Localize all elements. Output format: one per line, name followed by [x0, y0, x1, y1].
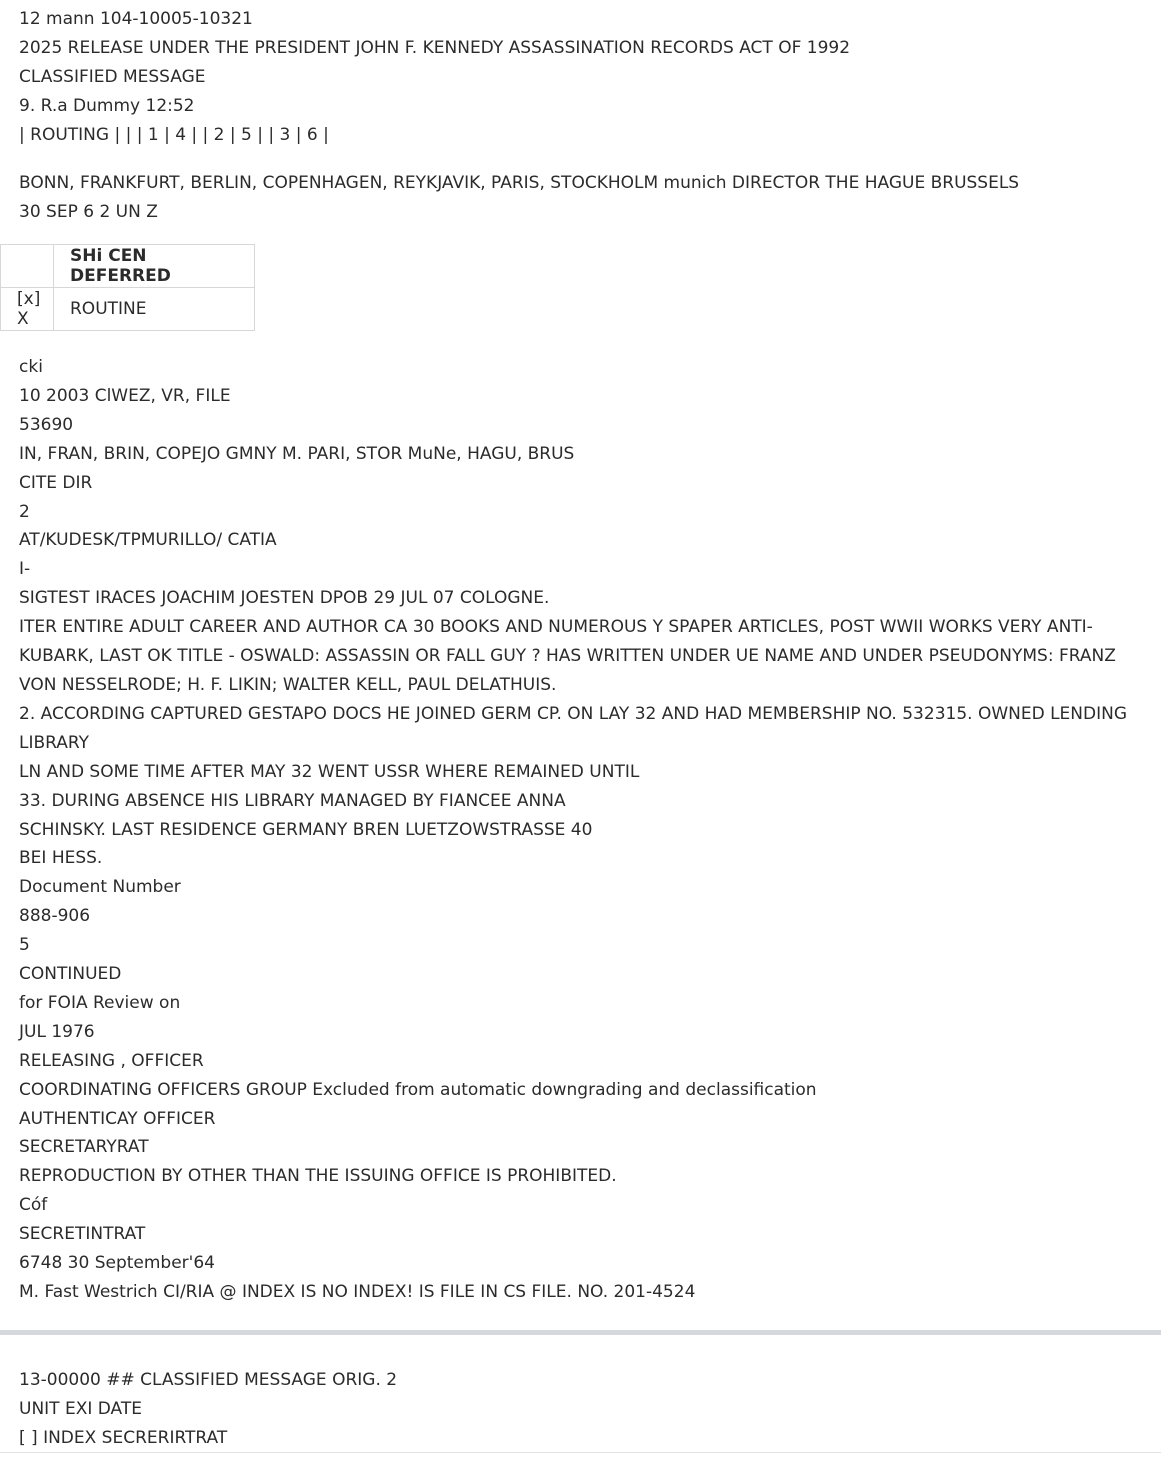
precedence-checkbox-cell: [x] X	[1, 288, 54, 331]
message-body	[0, 353, 1161, 1307]
body-line: Cóf	[19, 1195, 48, 1216]
body-line: IN, FRAN, BRIN, COPEJO GMNY M. PARI, STOR MuNe, HAGU, BRUS	[19, 443, 575, 464]
body-line: RELEASING , OFFICER	[19, 1050, 204, 1071]
distribution-block	[0, 169, 1161, 227]
body-line: SECRETARYRAT	[19, 1137, 149, 1158]
precedence-header-cell-2: SHi CEN DEFERRED	[54, 245, 255, 288]
second-page-header	[0, 1366, 1161, 1453]
body-line: 10 2003 ClWEZ, VR, FILE	[19, 385, 231, 406]
precedence-header-row	[1, 245, 255, 288]
body-line: 53690	[19, 414, 74, 435]
body-line: AUTHENTICAY OFFICER	[19, 1108, 216, 1129]
body-line: SECRETINTRAT	[19, 1224, 146, 1245]
distribution-cities: BONN, FRANKFURT, BERLIN, COPENHAGEN, REYKJAVIK, PARIS, STOCKHOLM munich DIRECTOR THE HAGUE BRUSSELS	[19, 173, 1020, 193]
precedence-value-cell: ROUTINE	[54, 288, 255, 331]
release-notice: 2025 RELEASE UNDER THE PRESIDENT JOHN F. KENNEDY ASSASSINATION RECORDS ACT OF 1992	[19, 37, 851, 58]
body-line: 888-906	[19, 906, 91, 927]
classification-title: CLASSIFIED MESSAGE	[19, 66, 206, 87]
body-line: 5	[19, 935, 30, 956]
body-line: 2	[19, 501, 30, 522]
body-line: CITE DIR	[19, 472, 93, 493]
body-line: 33. DURING ABSENCE HIS LIBRARY MANAGED BY FIANCEE ANNA	[19, 790, 566, 811]
page-separator	[0, 1330, 1161, 1335]
body-line: M. Fast Westrich CI/RIA @ INDEX IS NO INDEX! IS FILE IN CS FILE. NO. 201-4524	[19, 1282, 696, 1302]
page2-line: 13-00000 ## CLASSIFIED MESSAGE ORIG. 2	[19, 1370, 398, 1390]
body-line: 6748 30 September'64	[19, 1253, 215, 1274]
body-line: COORDINATING OFFICERS GROUP Excluded from automatic downgrading and declassification	[19, 1079, 817, 1100]
body-line: for FOIA Review on	[19, 992, 181, 1013]
body-line: Document Number	[19, 877, 181, 898]
body-paragraph: ITER ENTIRE ADULT CAREER AND AUTHOR CA 30 BOOKS AND NUMEROUS Y SPAPER ARTICLES, POST WWII WORKS VERY ANTI-KUBARK, LAST OK TITLE - OSWALD: ASSASSIN OR FALL GUY ? HAS WRITTEN UNDER UE NAME AND UNDER PSEUDONYMS: FRANZ VON NESSELRODE; H. F. LIKIN; WALTER KELL, PAUL DELATHUIS.	[19, 617, 1116, 695]
body-line: SCHINSKY. LAST RESIDENCE GERMANY BREN LUETZOWSTRASSE 40	[19, 819, 593, 840]
body-line: BEI HESS.	[19, 848, 103, 869]
page2-line: UNIT EXI DATE	[19, 1398, 142, 1419]
document-id-line: 12 mann 104-10005-10321	[19, 9, 253, 29]
body-line: I-	[19, 559, 31, 580]
precedence-row	[1, 288, 255, 331]
body-line: LN AND SOME TIME AFTER MAY 32 WENT USSR WHERE REMAINED UNTIL	[19, 761, 640, 782]
bottom-divider	[0, 1452, 1161, 1453]
body-line: AT/KUDESK/TPMURILLO/ CATIA	[19, 530, 277, 551]
routing-line: | ROUTING | | | 1 | 4 | | 2 | 5 | | 3 | 6 |	[19, 124, 329, 145]
body-line: cki	[19, 357, 43, 377]
body-line: CONTINUED	[19, 964, 122, 985]
page2-line: [ ] INDEX SECRERIRTRAT	[19, 1427, 228, 1448]
precedence-header-cell-1	[1, 245, 54, 288]
body-line: SIGTEST IRACES JOACHIM JOESTEN DPOB 29 JUL 07 COLOGNE.	[19, 588, 550, 609]
precedence-table	[0, 244, 255, 331]
date-time-group: 30 SEP 6 2 UN Z	[19, 201, 158, 222]
message-timestamp: 9. R.a Dummy 12:52	[19, 95, 195, 116]
document-header	[0, 5, 1161, 150]
body-paragraph: 2. ACCORDING CAPTURED GESTAPO DOCS HE JOINED GERM CP. ON LAY 32 AND HAD MEMBERSHIP NO. 532315. OWNED LENDING LIBRARY	[19, 703, 1128, 753]
body-line: JUL 1976	[19, 1021, 95, 1042]
body-line: REPRODUCTION BY OTHER THAN THE ISSUING OFFICE IS PROHIBITED.	[19, 1166, 617, 1187]
